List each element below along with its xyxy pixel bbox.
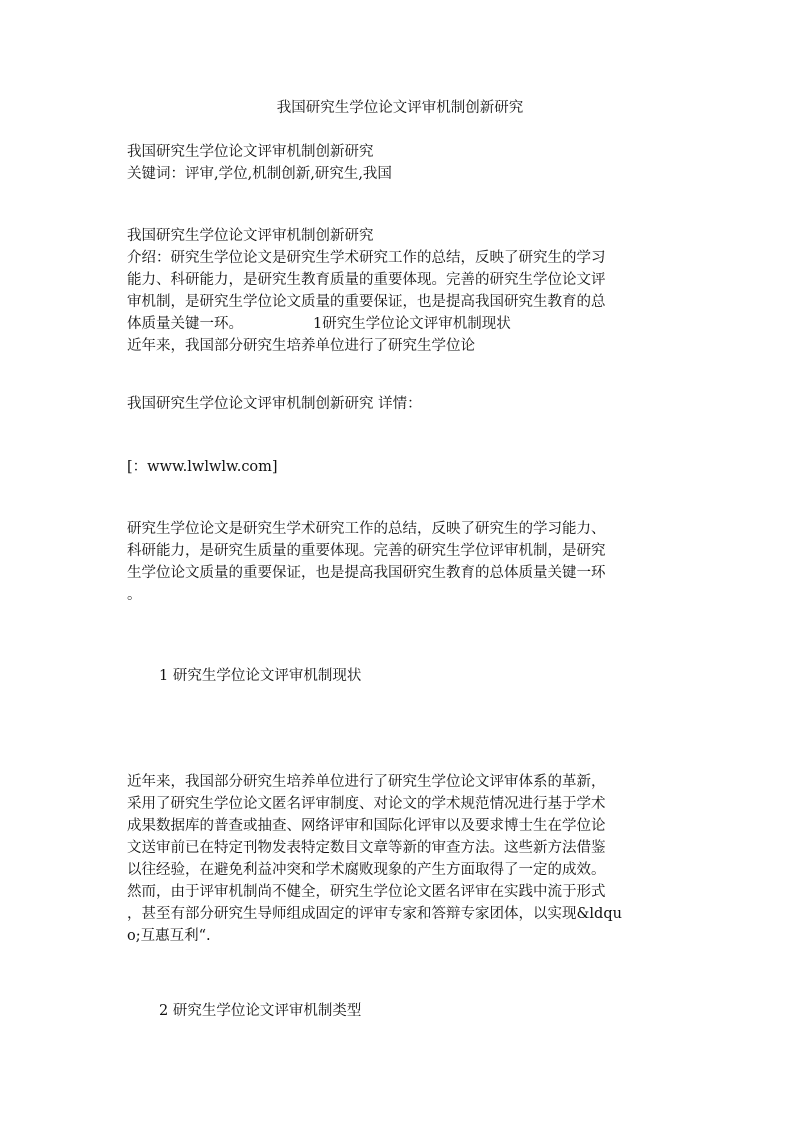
header-title: 我国研究生学位论文评审机制创新研究 (127, 144, 374, 160)
summary-line: 介绍：研究生学位论文是研究生学术研究工作的总结，反映了研究生的学习 (127, 250, 606, 266)
summary-line: 能力、科研能力，是研究生教育质量的重要体现。完善的研究生学位论文评 (127, 272, 606, 288)
summary-line: 近年来，我国部分研究生培养单位进行了研究生学位论 (127, 338, 475, 354)
summary-line-with-heading (127, 313, 672, 335)
summary-block (127, 225, 672, 357)
section2-heading: 2 研究生学位论文评审机制类型 (159, 1003, 362, 1019)
section1-line: o;互惠互利“. (127, 928, 211, 944)
summary-line: 体质量关键一环。 (127, 316, 243, 332)
section1-line: ，甚至有部分研究生导师组成固定的评审专家和答辩专家团体，以实现&ldqu (127, 906, 622, 922)
section1-line: 文送审前已在特定刊物发表特定数目文章等新的审查方法。这些新方法借鉴 (127, 840, 606, 856)
summary-inline-heading: 1研究生学位论文评审机制现状 (313, 316, 511, 332)
keywords: 关键词：评审,学位,机制创新,研究生,我国 (127, 166, 392, 182)
details-label-block (127, 393, 672, 415)
header-block (127, 141, 672, 185)
source-block (127, 456, 672, 478)
summary-title: 我国研究生学位论文评审机制创新研究 (127, 228, 374, 244)
intro-line: 生学位论文质量的重要保证，也是提高我国研究生教育的总体质量关键一环 (127, 565, 606, 581)
section1-line: 以往经验，在避免利益冲突和学术腐败现象的产生方面取得了一定的成效。 (127, 862, 606, 878)
section1-line: 然而，由于评审机制尚不健全，研究生学位论文匿名评审在实践中流于形式 (127, 884, 606, 900)
source-link[interactable]: [：www.lwlwlw.com] (127, 459, 278, 475)
intro-line: 。 (127, 587, 142, 603)
document-title: 我国研究生学位论文评审机制创新研究 (276, 100, 524, 116)
intro-paragraph (127, 518, 672, 606)
section1-line: 采用了研究生学位论文匿名评审制度、对论文的学术规范情况进行基于学术 (127, 796, 606, 812)
intro-line: 研究生学位论文是研究生学术研究工作的总结，反映了研究生的学习能力、 (127, 521, 606, 537)
section1-heading: 1 研究生学位论文评审机制现状 (159, 668, 362, 684)
section1-paragraph (127, 771, 672, 947)
section1-line: 近年来，我国部分研究生培养单位进行了研究生学位论文评审体系的革新， (127, 774, 606, 790)
intro-line: 科研能力，是研究生质量的重要体现。完善的研究生学位评审机制，是研究 (127, 543, 606, 559)
summary-line: 审机制，是研究生学位论文质量的重要保证，也是提高我国研究生教育的总 (127, 294, 606, 310)
section1-line: 成果数据库的普查或抽查、网络评审和国际化评审以及要求博士生在学位论 (127, 818, 606, 834)
details-label: 我国研究生学位论文评审机制创新研究 详情： (127, 396, 422, 412)
